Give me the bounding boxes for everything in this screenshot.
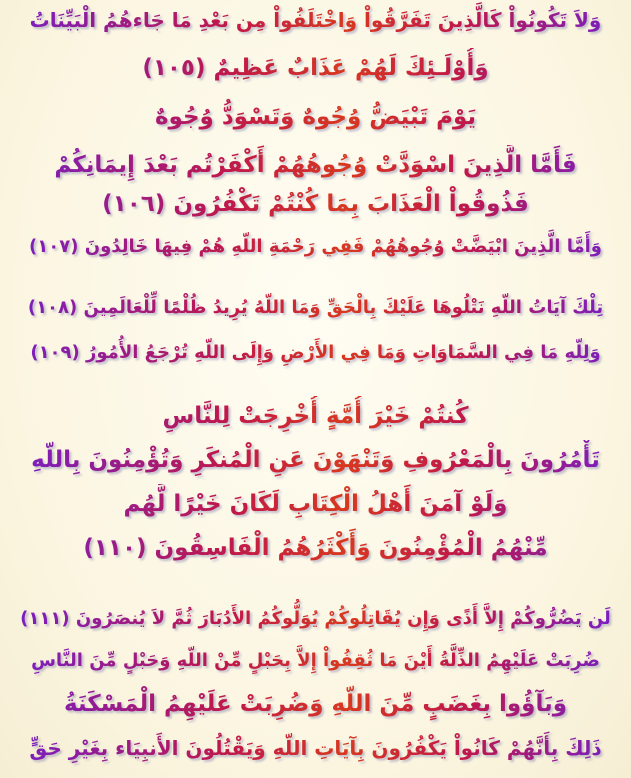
verse-line-12: مِّنْهُمُ الْمُؤْمِنُونَ وَأَكْثَرُهُمُ الْفَاسِقُونَ (١١٠) <box>20 528 611 568</box>
verse-line-4: فَأَمَّا الَّذِينَ اسْوَدَّتْ وُجُوهُهُمْ أَكْفَرْتُم بَعْدَ إِيمَانِكُمْ <box>20 145 611 185</box>
verse-line-16: ذَلِكَ بِأَنَّهُمْ كَانُواْ يَكْفُرُونَ بِآيَاتِ اللّهِ وَيَقْتُلُونَ الأَنبِيَاء بِغَيْرِ حَقٍّ <box>20 728 611 768</box>
verse-line-6: وَأَمَّا الَّذِينَ ابْيَضَّتْ وُجُوهُهُمْ فَفِي رَحْمَةِ اللّهِ هُمْ فِيهَا خَالِدُونَ (١٠٧) <box>20 227 611 267</box>
verse-line-9: كُنتُمْ خَيْرَ أُمَّةٍ أُخْرِجَتْ لِلنَّاسِ <box>20 396 611 436</box>
verse-line-7: تِلْكَ آيَاتُ اللّهِ نَتْلُوهَا عَلَيْكَ بِالْحَقِّ وَمَا اللّهُ يُرِيدُ ظُلْمًا لِّلْعَالَمِينَ (١٠٨) <box>20 288 611 328</box>
verse-line-8: وَلِلّهِ مَا فِي السَّمَاوَاتِ وَمَا فِي الأَرْضِ وَإِلَى اللّهِ تُرْجَعُ الأُمُورُ (١٠٩) <box>20 333 611 373</box>
verse-line-15: وَبَآؤُوا بِغَضَبٍ مِّنَ اللّهِ وَضُرِبَتْ عَلَيْهِمُ الْمَسْكَنَةُ <box>20 684 611 724</box>
verse-line-13: لَن يَضُرُّوكُمْ إِلاَّ أَذًى وَإِن يُقَاتِلُوكُمْ يُوَلُّوكُمُ الأَدُبَارَ ثُمَّ لاَ يُنصَرُونَ (١١١) <box>20 599 611 639</box>
verse-line-11: وَلَوْ آمَنَ أَهْلُ الْكِتَابِ لَكَانَ خَيْرًا لَّهُم <box>20 484 611 524</box>
verse-line-14: ضُرِبَتْ عَلَيْهِمُ الذِّلَّةُ أَيْنَ مَا ثُقِفُواْ إِلاَّ بِحَبْلٍ مِّنْ اللّهِ وَحَبْلٍ مِّنَ النَّاسِ <box>20 641 611 681</box>
verse-line-2: وَأُوْلَـئِكَ لَهُمْ عَذَابٌ عَظِيمٌ (١٠٥) <box>20 48 611 88</box>
verse-line-5: فَذُوقُواْ الْعَذَابَ بِمَا كُنْتُمْ تَكْفُرُونَ (١٠٦) <box>20 184 611 224</box>
verse-line-10: تَأْمُرُونَ بِالْمَعْرُوفِ وَتَنْهَوْنَ عَنِ الْمُنكَرِ وَتُؤْمِنُونَ بِاللّهِ <box>20 440 611 480</box>
verse-line-3: يَوْمَ تَبْيَضُّ وُجُوهٌ وَتَسْوَدُّ وُجُوهٌ <box>20 97 611 137</box>
verse-line-1: وَلاَ تَكُونُواْ كَالَّذِينَ تَفَرَّقُواْ وَاخْتَلَفُواْ مِن بَعْدِ مَا جَاءهُمُ الْبَيِّنَاتُ <box>20 0 611 40</box>
